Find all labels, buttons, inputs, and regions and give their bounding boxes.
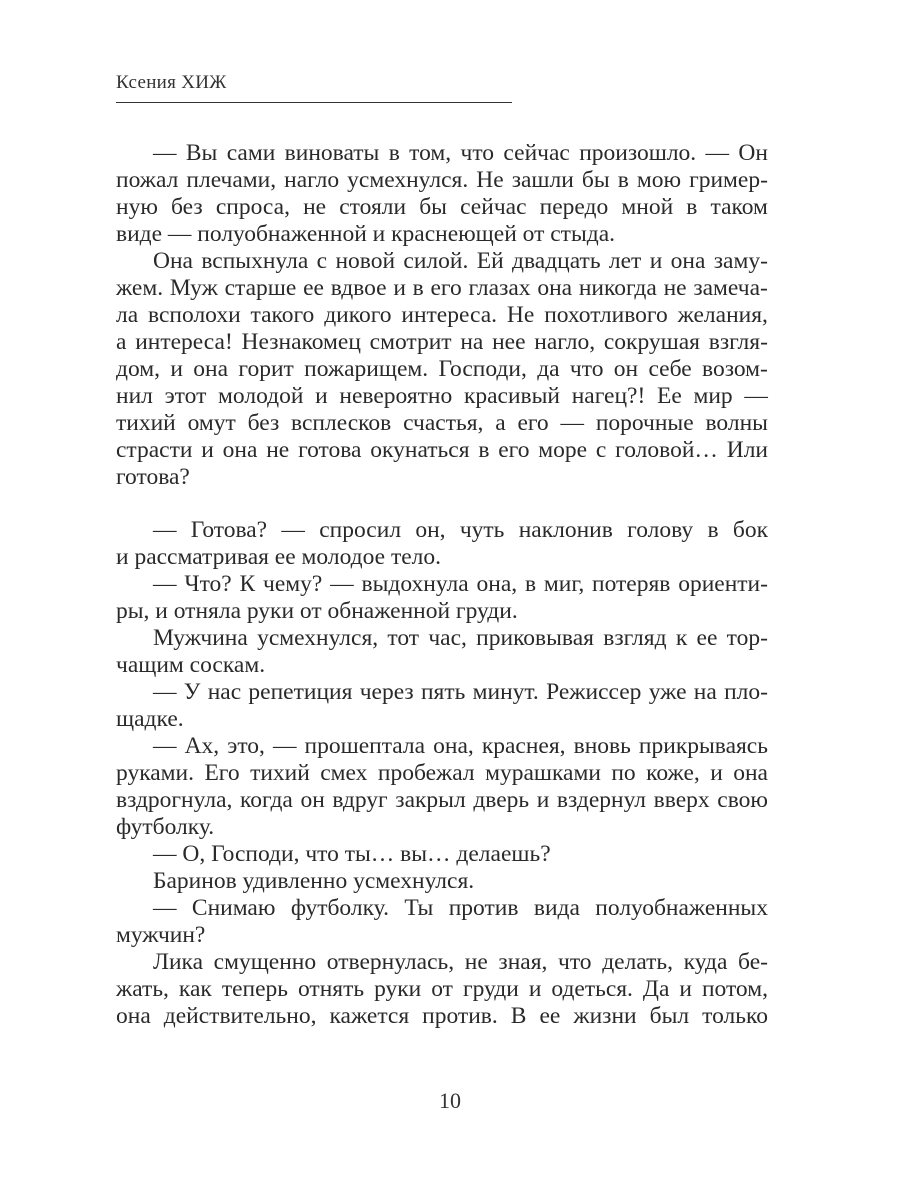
text-line: ную без спроса, не стояли бы сейчас передо мной в таком [116, 194, 768, 220]
text-line: нил этот молодой и невероятно красивый нагец?! Ее мир — [116, 383, 768, 409]
text-line: — Готова? — спросил он, чуть наклонив голову в бок [153, 517, 768, 543]
text-line: жем. Муж старше ее вдвое и в его глазах она никогда не замеча- [116, 275, 768, 301]
text-line: Мужчина усмехнулся, тот час, приковывая взгляд к ее тор- [153, 625, 768, 651]
text-line: щадке. [116, 706, 184, 732]
text-line: Она вспыхнула с новой силой. Ей двадцать лет и она заму- [153, 248, 768, 274]
text-line: а интереса! Незнакомец смотрит на нее нагло, сокрушая взгля- [116, 329, 768, 355]
text-line: виде — полуобнаженной и краснеющей от стыда. [116, 221, 615, 247]
paragraph-gap [116, 491, 768, 517]
text-line: ры, и отняла руки от обнаженной груди. [116, 598, 518, 624]
text-line: готова? [116, 464, 190, 490]
text-line: Баринов удивленно усмехнулся. [153, 868, 475, 894]
text-line: страсти и она не готова окунаться в его море с головой… Или [116, 437, 768, 463]
text-line: — Снимаю футболку. Ты против вида полуобнаженных [153, 895, 768, 921]
text-line: — О, Господи, что ты… вы… делаешь? [153, 841, 551, 867]
text-line: — Вы сами виноваты в том, что сейчас произошло. — Он [153, 140, 768, 166]
text-line: чащим соскам. [116, 652, 266, 678]
text-line: жать, как теперь отнять руки от груди и одеться. Да и потом, [116, 976, 768, 1002]
text-line: и рассматривая ее молодое тело. [116, 544, 442, 570]
text-line: — У нас репетиция через пять минут. Режиссер уже на пло- [153, 679, 768, 705]
running-header [116, 72, 512, 103]
text-line: — Что? К чему? — выдохнула она, в миг, потеряв ориенти- [153, 571, 768, 597]
page-number: 10 [439, 1088, 461, 1113]
text-line: ла всполохи такого дикого интереса. Не похотливого желания, [116, 302, 768, 328]
body-text [116, 140, 768, 1030]
text-line: пожал плечами, нагло усмехнулся. Не зашли бы в мою гример- [116, 167, 768, 193]
author-name: Ксения ХИЖ [116, 72, 227, 93]
text-line: вздрогнула, когда он вдруг закрыл дверь и вздернул вверх свою [116, 787, 768, 813]
text-line: — Ах, это, — прошептала она, краснея, вновь прикрываясь [153, 733, 768, 759]
text-line: мужчин? [116, 922, 206, 948]
text-line: руками. Его тихий смех пробежал мурашками по коже, и она [116, 760, 768, 786]
text-line: тихий омут без всплесков счастья, а его — порочные волны [116, 410, 768, 436]
text-line: Лика смущенно отвернулась, не зная, что делать, куда бе- [153, 949, 768, 975]
text-line: дом, и она горит пожарищем. Господи, да что он себе возом- [116, 356, 768, 382]
text-line: она действительно, кажется против. В ее жизни был только [116, 1003, 768, 1029]
text-line: футболку. [116, 814, 215, 840]
